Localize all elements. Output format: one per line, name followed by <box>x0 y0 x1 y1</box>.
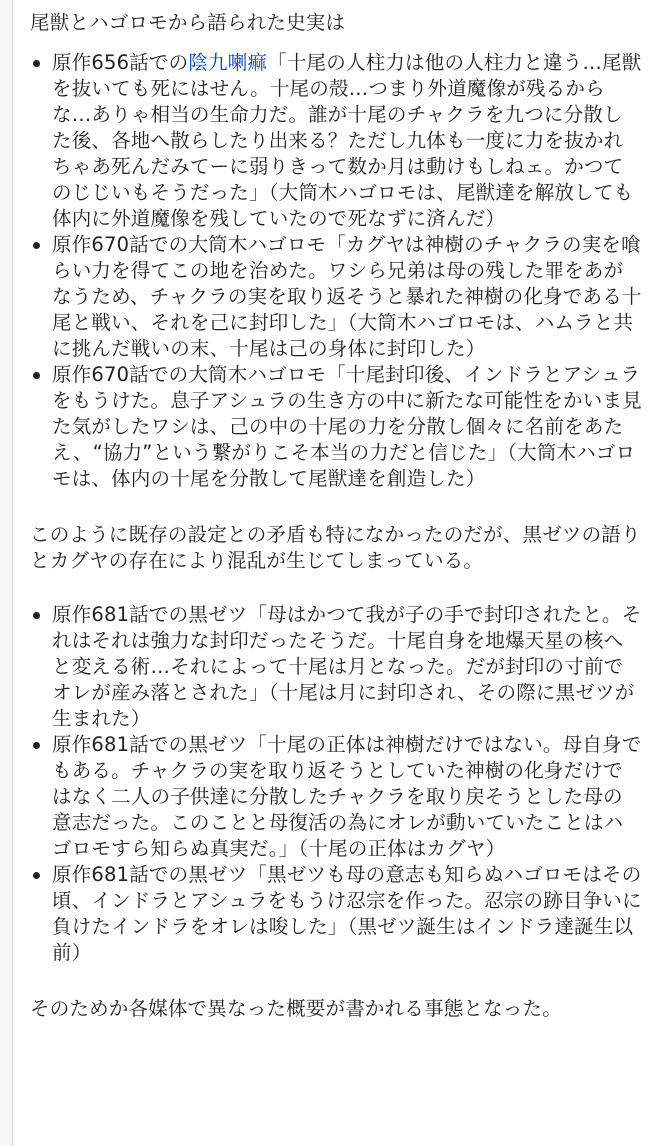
list-item <box>30 232 642 362</box>
list-item-text: 「十尾の人柱力は他の人柱力と違う…尾獣を抜いても死にはせん。十尾の殻…つまり外道魔像が残るからな…ありゃ相当の生命力だ。誰が十尾のチャクラを九つに分散した後、各地へ散らしたり出来る？ただし九体も一度に力を抜かれちゃあ死んだみてーに弱りきって数か月は動けもしねェ。かつてのじじいもそうだった」（大筒木ハゴロモは、尾獣達を解放しても体内に外道魔像を残していたので死なずに済んだ） <box>52 51 642 230</box>
list-item-text: 原作681話での黒ゼツ「黒ゼツも母の意志も知らぬハゴロモはその頃、インドラとアシュラをもうけ忍宗を作った。忍宗の跡目争いに負けたインドラをオレは唆した」（黒ゼツ誕生はインドラ達誕生以前） <box>52 863 642 964</box>
article-content <box>30 10 642 1022</box>
list-item-text: 原作670話での大筒木ハゴロモ「カグヤは神樹のチャクラの実を喰らい力を得てこの地を治めた。ワシら兄弟は母の残した罪をあがなうため、チャクラの実を取り返そうと暴れた神樹の化身である十尾と戦い、それを己に封印した」（大筒木ハゴロモは、ハムラと共に挑んだ戦いの末、十尾は己の身体に封印した） <box>52 233 642 360</box>
list-item-text: 原作681話での黒ゼツ「十尾の正体は神樹だけではない。母自身でもある。チャクラの実を取り返そうとしていた神樹の化身だけではなく二人の子供達に分散したチャクラを取り戻そうとした母の意志だった。このことと母復活の為にオレが動いていたことはハゴロモすら知らぬ真実だ。」（十尾の正体はカグヤ） <box>52 733 642 860</box>
bullet-icon <box>33 872 40 879</box>
section-heading: 尾獣とハゴロモから語られた史実は <box>30 11 346 34</box>
bullet-icon <box>33 242 40 249</box>
list-item-prefix: 原作656話での <box>52 51 189 74</box>
bullet-icon <box>33 60 40 67</box>
bullet-icon <box>33 612 40 619</box>
list-item <box>30 602 642 732</box>
bullet-list-2 <box>30 602 642 966</box>
body-paragraph: このように既存の設定との矛盾も特になかったのだが、黒ゼツの語りとカグヤの存在により混乱が生じてしまっている。 <box>30 523 641 572</box>
list-item <box>30 862 642 966</box>
list-item <box>30 362 642 492</box>
list-item <box>30 732 642 862</box>
bullet-icon <box>33 742 40 749</box>
character-link[interactable]: 陰九喇痲 <box>188 51 268 74</box>
bullet-list-1 <box>30 50 642 492</box>
list-item-text: 原作681話での黒ゼツ「母はかつて我が子の手で封印されたと。それはそれは強力な封印だったそうだ。十尾自身を地爆天星の核へと変える術…それによって十尾は月となった。だが封印の寸前でオレが産み落とされた」（十尾は月に封印され、その際に黒ゼツが生まれた） <box>52 603 642 730</box>
left-margin-rule <box>0 0 13 1146</box>
closing-paragraph: そのためか各媒体で異なった概要が書かれる事態となった。 <box>30 997 562 1020</box>
list-item-text: 原作670話での大筒木ハゴロモ「十尾封印後、インドラとアシュラをもうけた。息子アシュラの生き方の中に新たな可能性をかいま見た気がしたワシは、己の中の十尾の力を分散し個々に名前をあたえ、“協力”という繋がりこそ本当の力だと信じた」（大筒木ハゴロモは、体内の十尾を分散して尾獣達を創造した） <box>52 363 642 490</box>
list-item <box>30 50 642 232</box>
bullet-icon <box>33 372 40 379</box>
